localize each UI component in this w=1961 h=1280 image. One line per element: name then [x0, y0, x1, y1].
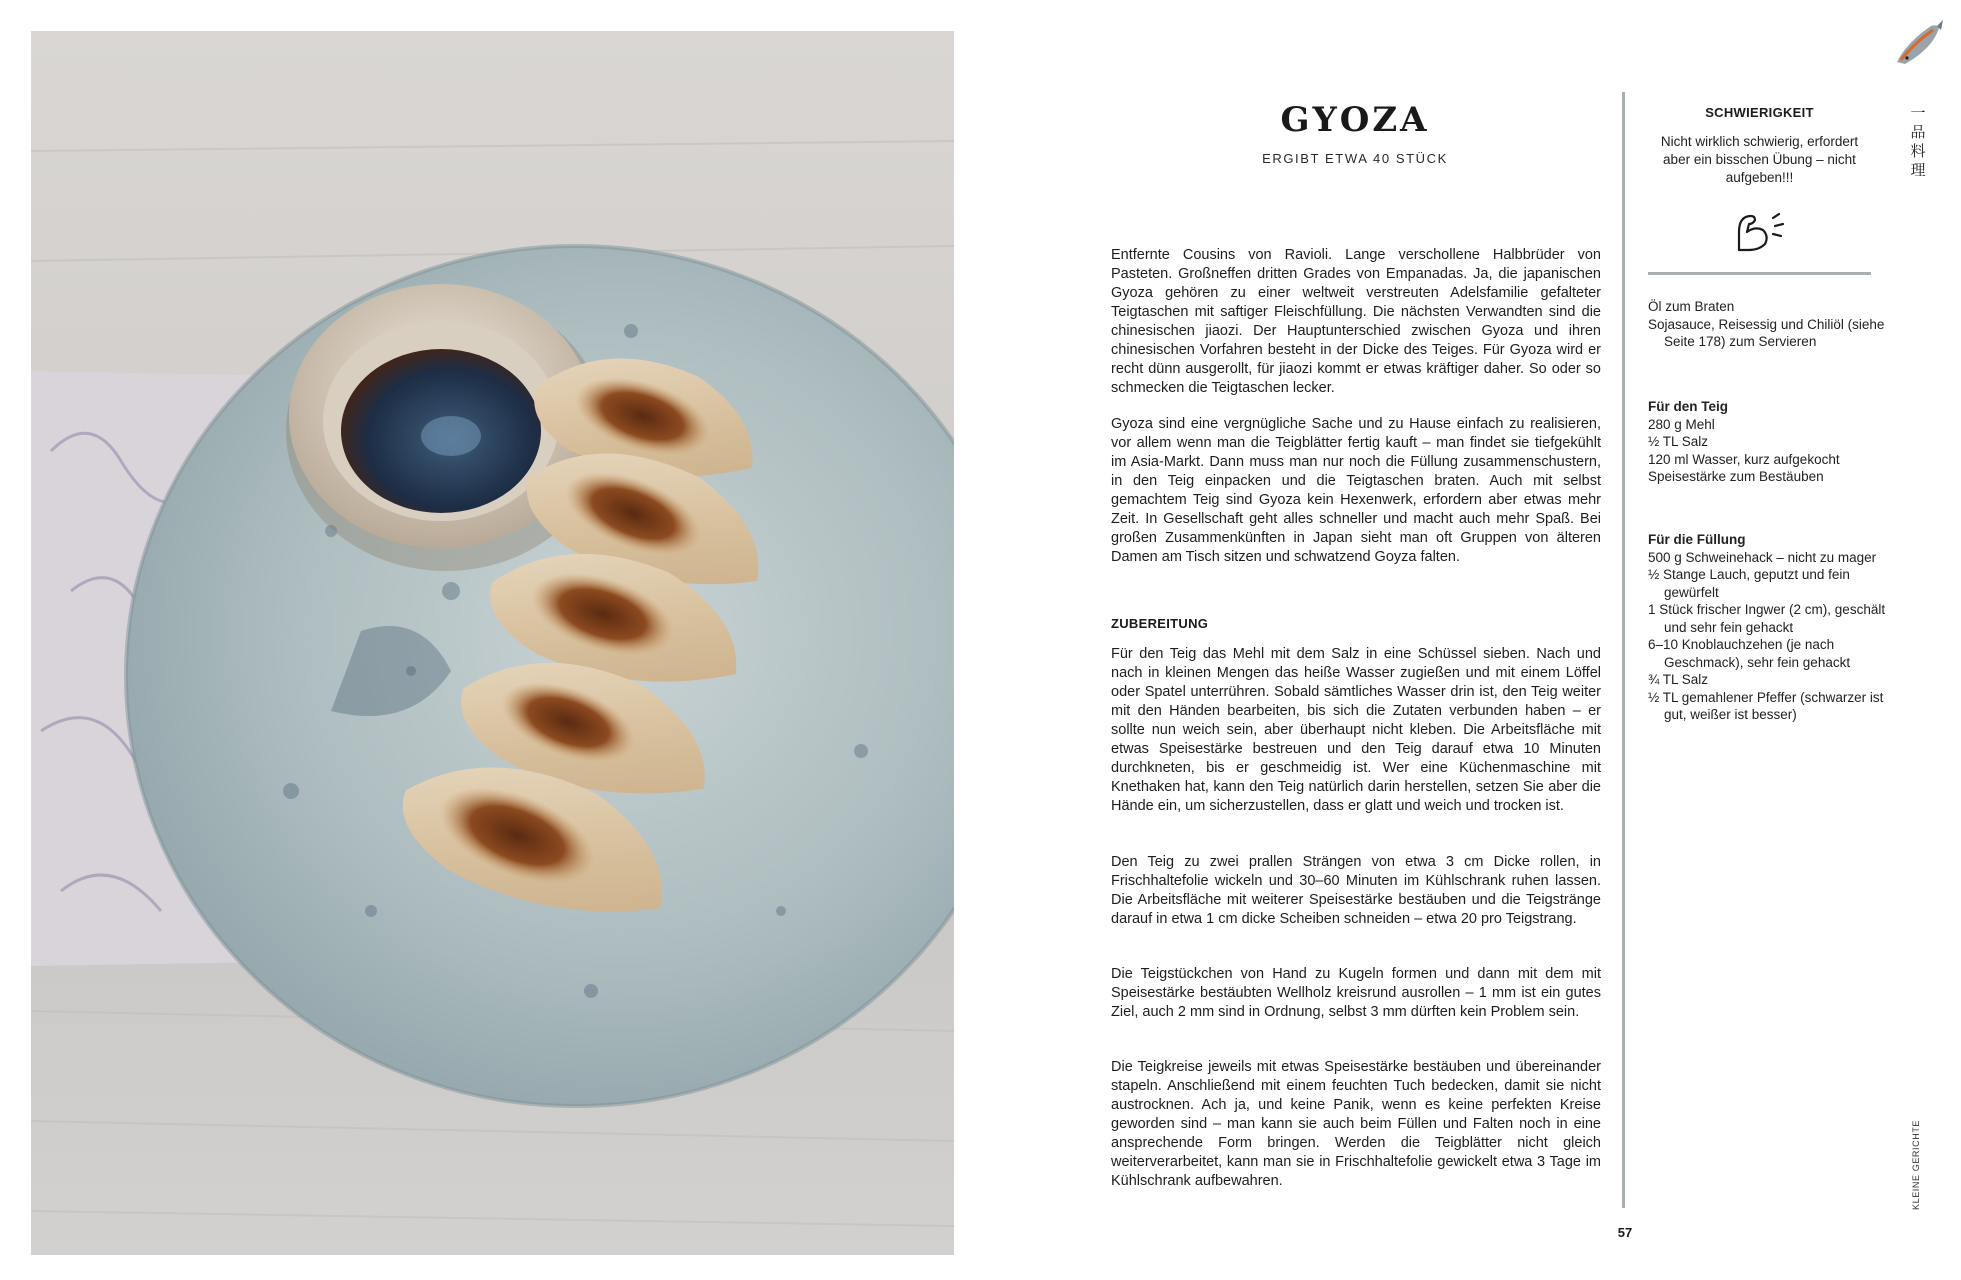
preparation-paragraph-4: Die Teigkreise jeweils mit etwas Speisestärke bestäuben und übereinander stapeln. Anschließend mit einem feuchten Tuch bedecken, damit sie nicht austrocknen. Ach ja, und keine Panik, wenn es keine perfekten Kreise geworden sind – man kann sie auch beim Füllen und Falten noch in eine ansprechende Form bringen. Werden die Teigblätter nicht gleich weiterverarbeitet, kann man sie in Frischhaltefolie gewickelt etwa 3 Tage im Kühlschrank aufbewahren. [1111, 1059, 1601, 1189]
list-item: 1 Stück frischer Ingwer (2 cm), geschält und sehr fein gehackt [1648, 602, 1886, 635]
recipe-yield: ERGIBT ETWA 40 STÜCK [1262, 151, 1448, 166]
list-item: 500 g Schweinehack – nicht zu mager [1648, 549, 1877, 565]
intro-paragraph-2: Gyoza sind eine vergnügliche Sache und zu Hause einfach zu realisieren, vor allem wenn man die Teigblätter fertig kauft – man findet sie tiefgekühlt im Asia-Markt. Dann muss man nur noch die Füllung zusammenschustern, in den Teig einpacken und die Teigtaschen braten. Auch mit selbst gemachtem Teig sind Gyoza kein Hexenwerk, erfordern aber etwas mehr Zeit. In Gesellschaft geht alles schneller und macht auch mehr Spaß. Bei großen Zusammenkünften in Japan sieht man oft Gruppen von älteren Damen am Tisch sitzen und schwatzend Goyza falten. [1111, 416, 1601, 565]
list-item: ½ TL Salz [1648, 434, 1709, 449]
column-divider [1622, 92, 1625, 1208]
sidebar-divider [1648, 272, 1871, 275]
list-item: ¾ TL Salz [1648, 672, 1709, 687]
list-item: Sojasauce, Reisessig und Chiliöl (siehe Seite 178) zum Servieren [1648, 316, 1885, 349]
filling-heading: Für die Füllung [1648, 532, 1746, 547]
intro-paragraph-1: Entfernte Cousins von Ravioli. Lange verschollene Halbbrüder von Pasteten. Großneffen dritten Grades von Empanadas. Ja, die japanischen Gyoza gehören zu einer weltweit verstreuten Adelsfamilie gefalteter Teigtaschen mit saftiger Fleischfüllung. Die nächsten Verwandten sind die chinesischen jiaozi. Der Hauptunterschied zwischen Gyoza und ihren chinesischen Vorfahren besteht in der Dicke des Teiges. Für Gyoza wird er recht dünn ausgerollt, für jiaozi kommt er etwas kräftiger daher. So oder so schmecken die Teigtaschen lecker. [1111, 247, 1601, 396]
serving-list [1648, 298, 1888, 351]
list-item: Öl zum Braten [1648, 299, 1735, 314]
preparation-paragraph-3: Die Teigstückchen von Hand zu Kugeln formen und dann mit dem mit Speisestärke bestäubten Wellholz kreisrund ausrollen – 1 mm ist ein gutes Ziel, auch 2 mm sind in Ordnung, selbst 3 mm dürften kein Problem sein. [1111, 966, 1601, 1020]
list-item: Speisestärke zum Bestäuben [1648, 469, 1824, 484]
preparation-heading: ZUBEREITUNG [1111, 616, 1209, 631]
section-side-label: KLEINE GERICHTE [1911, 1119, 1921, 1210]
list-item: 120 ml Wasser, kurz aufgekocht [1648, 451, 1840, 467]
gyoza-photo [31, 31, 954, 1255]
fish-icon [1893, 18, 1945, 73]
flexed-arm-icon [1733, 210, 1789, 259]
photo-illustration [31, 31, 954, 1255]
recipe-title: GYOZA [1280, 100, 1430, 140]
japanese-section-label [1908, 104, 1928, 180]
preparation-paragraph-1: Für den Teig das Mehl mit dem Salz in eine Schüssel sieben. Nach und nach in kleinen Mengen das heiße Wasser zugießen und mit einem Löffel oder Spatel unterrühren. Sobald sämtliches Wasser drin ist, den Teig weiter mit den Händen bearbeiten, bis sich die Zutaten verbunden haben – er sollte nun weich sein, aber überhaupt nicht kleben. Die Arbeitsfläche mit etwas Speisestärke bestreuen und den Teig darauf etwa 10 Minuten durchkneten, bis er geschmeidig ist. Wer eine Küchenmaschine mit Knethaken hat, kann den Teig natürlich darin herstellen, setzen Sie aber die Hände ein, um sicherzustellen, dass er glatt und weich und trocken ist. [1111, 646, 1601, 814]
list-item: 280 g Mehl [1648, 416, 1715, 432]
list-item: 6–10 Knoblauchzehen (je nach Geschmack), sehr fein gehackt [1648, 637, 1851, 670]
dough-heading: Für den Teig [1648, 399, 1728, 414]
filling-list [1648, 531, 1888, 724]
list-item: ½ Stange Lauch, geputzt und fein gewürfelt [1648, 567, 1850, 600]
japanese-vertical-text: 一品料理 [1910, 104, 1926, 179]
difficulty-heading: SCHWIERIGKEIT [1705, 105, 1814, 120]
page-number: 57 [1617, 1225, 1633, 1240]
dough-list [1648, 398, 1888, 486]
list-item: ½ TL gemahlener Pfeffer (schwarzer ist gut, weißer ist besser) [1648, 689, 1884, 722]
difficulty-text: Nicht wirklich schwierig, erfordert aber ein bisschen Übung – nicht aufgeben!!! [1660, 134, 1859, 185]
preparation-paragraph-2: Den Teig zu zwei prallen Strängen von etwa 3 cm Dicke rollen, in Frischhaltefolie wickeln und 30–60 Minuten im Kühlschrank ruhen lassen. Die Arbeitsfläche mit weiterer Speisestärke bestäuben und die Teigstränge darauf in etwa 1 cm dicke Scheiben schneiden – etwa 20 pro Teigstrang. [1111, 854, 1601, 927]
